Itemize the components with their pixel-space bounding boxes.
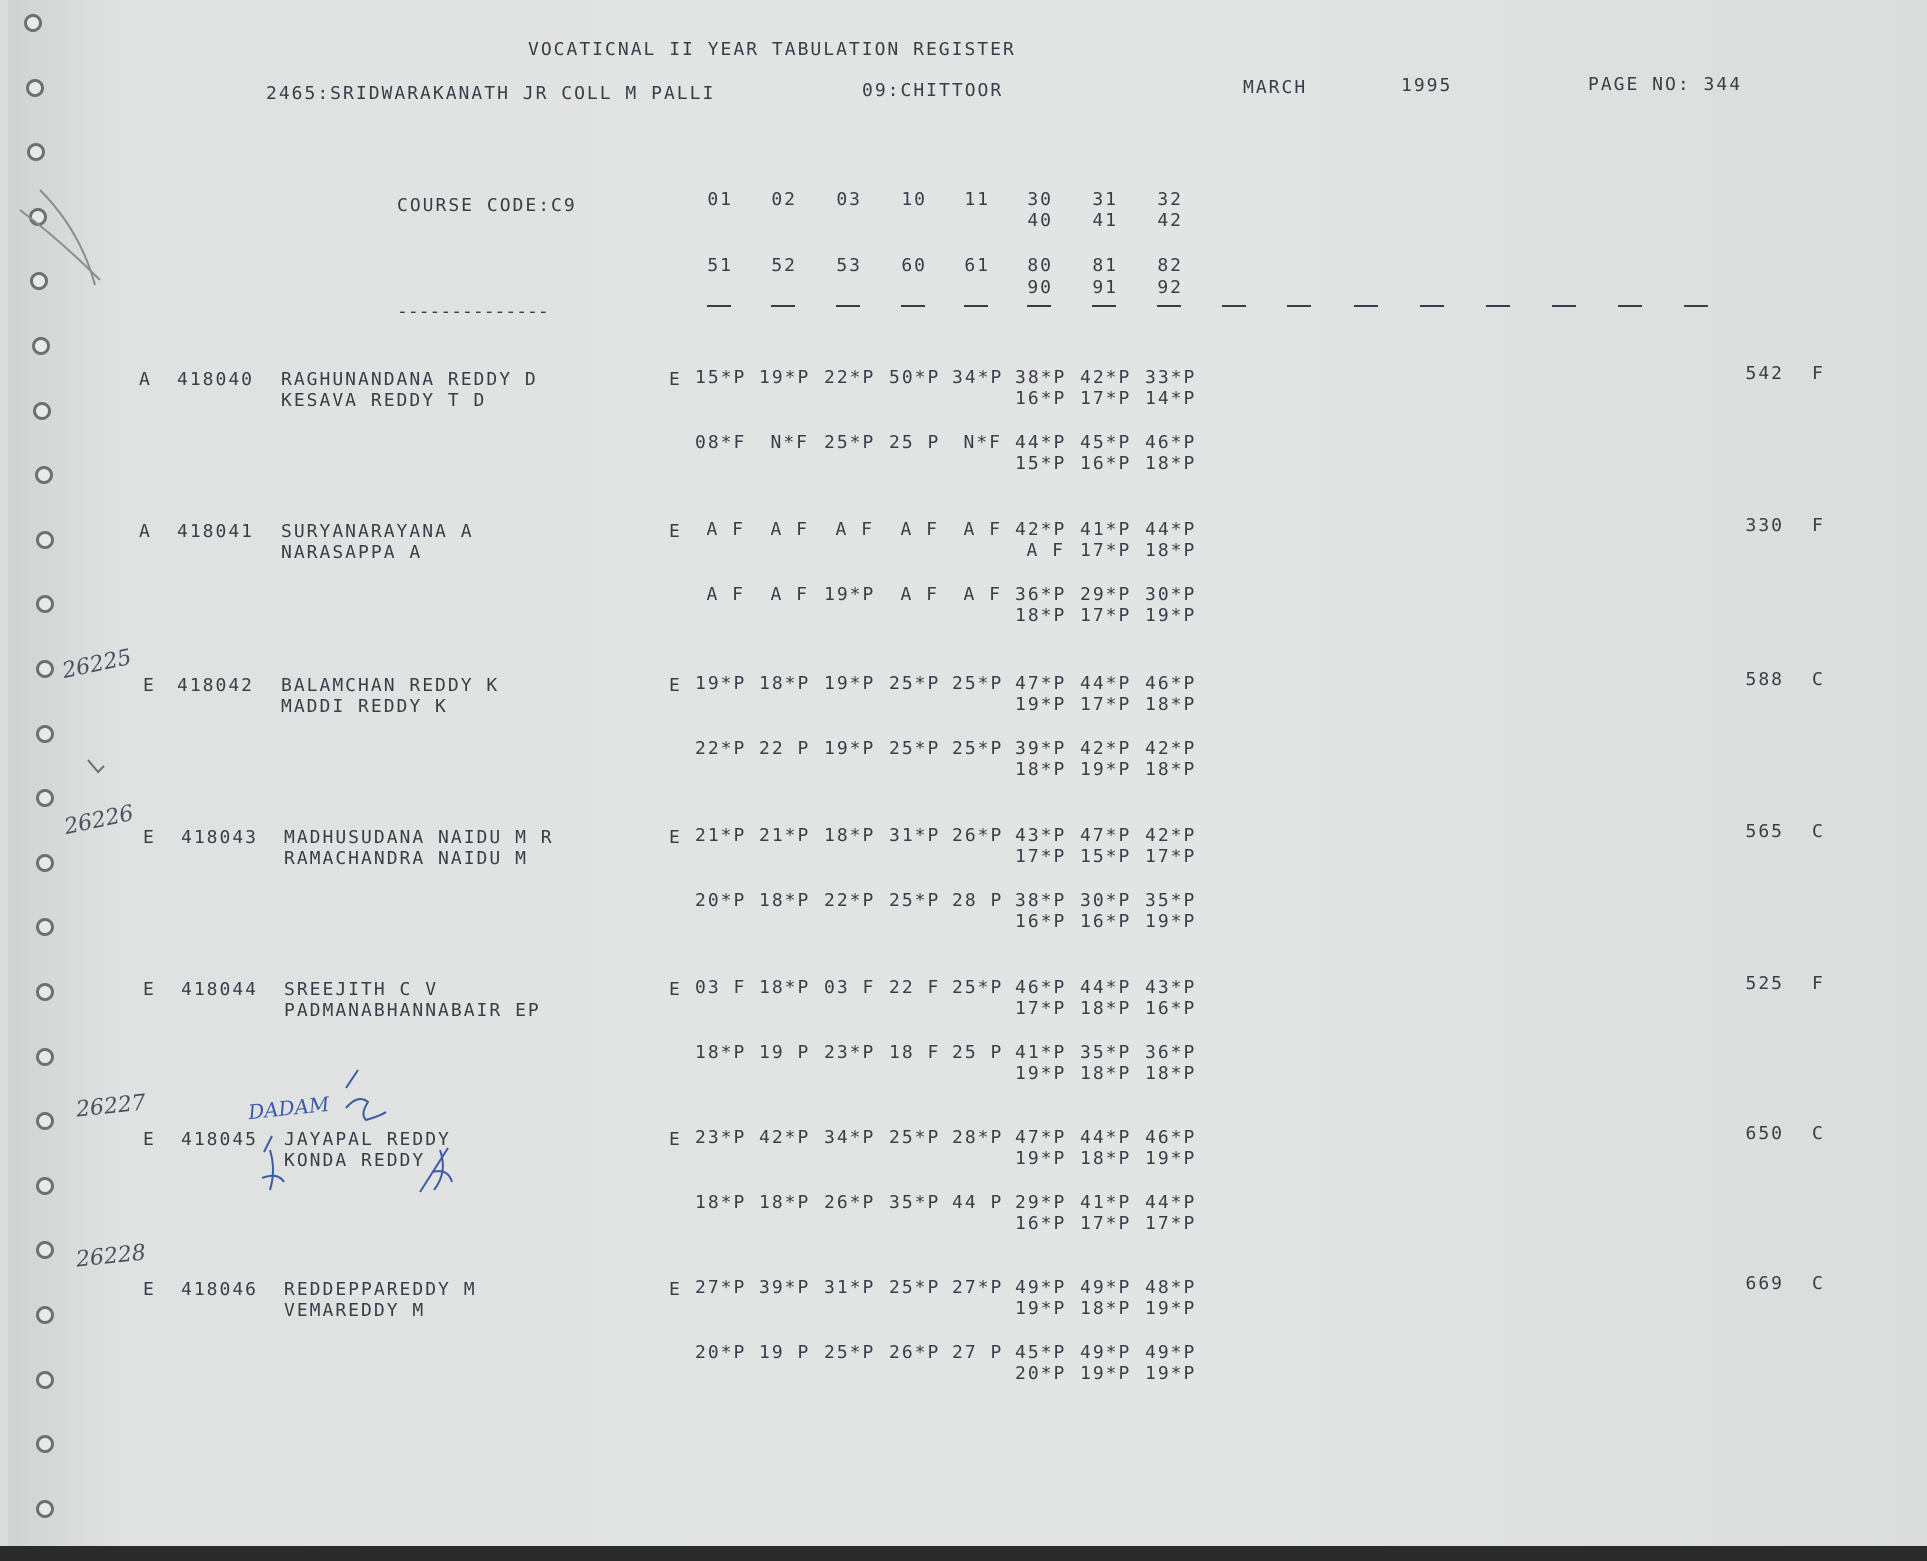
mark-cell: 44*P — [1145, 519, 1197, 540]
medium-code: E — [669, 675, 682, 696]
mark-cell: 17*P — [1015, 998, 1067, 1019]
mark-cell: 18*P — [1080, 1063, 1132, 1084]
mark-cell: 34*P — [952, 367, 1004, 388]
total-marks: 525 — [1745, 973, 1784, 994]
mark-cell: A F — [963, 519, 1002, 540]
mark-cell: N*F — [770, 432, 809, 453]
subject-code: 92 — [1157, 277, 1183, 298]
mark-cell: 17*P — [1080, 540, 1132, 561]
student-name: JAYAPAL REDDY — [284, 1129, 451, 1150]
mark-cell: 18*P — [1145, 759, 1197, 780]
mark-cell: 42*P — [1145, 738, 1197, 759]
father-name: RAMACHANDRA NAIDU M — [284, 848, 528, 869]
column-dash — [1618, 305, 1642, 307]
column-dash — [1684, 305, 1708, 307]
mark-cell: 36*P — [1015, 584, 1067, 605]
mark-cell: 22 P — [759, 738, 811, 759]
mark-cell: 19*P — [1145, 1363, 1197, 1384]
mark-cell: 25*P — [824, 432, 876, 453]
mark-cell: 18*P — [759, 673, 811, 694]
mark-cell: 19*P — [1015, 1298, 1067, 1319]
register-title: VOCATICNAL II YEAR TABULATION REGISTER — [528, 39, 1016, 60]
subject-code: 60 — [901, 255, 927, 276]
handwritten-number: 26225 — [60, 644, 134, 685]
mark-cell: 18 F — [889, 1042, 941, 1063]
page-number: PAGE NO: 344 — [1588, 74, 1743, 95]
mark-cell: 25*P — [952, 738, 1004, 759]
total-marks: 542 — [1745, 363, 1784, 384]
subject-code: 51 — [707, 255, 733, 276]
subject-code: 81 — [1092, 255, 1118, 276]
mark-cell: 35*P — [1145, 890, 1197, 911]
mark-cell: 46*P — [1145, 432, 1197, 453]
mark-cell: 18*P — [1080, 998, 1132, 1019]
mark-cell: 42*P — [1145, 825, 1197, 846]
mark-cell: 18*P — [1080, 1298, 1132, 1319]
mark-cell: 30*P — [1145, 584, 1197, 605]
mark-cell: A F — [706, 584, 745, 605]
mark-cell: 25 P — [952, 1042, 1004, 1063]
mark-cell: 18*P — [824, 825, 876, 846]
category-code: A — [139, 369, 152, 390]
column-dash — [1420, 305, 1444, 307]
mark-cell: 22*P — [695, 738, 747, 759]
mark-cell: N*F — [963, 432, 1002, 453]
subject-code: 01 — [707, 189, 733, 210]
mark-cell: 16*P — [1015, 911, 1067, 932]
roll-number: 418041 — [177, 521, 255, 542]
mark-cell: 19*P — [824, 673, 876, 694]
mark-cell: 33*P — [1145, 367, 1197, 388]
mark-cell: 31*P — [889, 825, 941, 846]
mark-cell: A F — [835, 519, 874, 540]
student-name: REDDEPPAREDDY M — [284, 1279, 477, 1300]
subject-code: 40 — [1027, 210, 1053, 231]
roll-number: 418046 — [181, 1279, 259, 1300]
mark-cell: 27*P — [952, 1277, 1004, 1298]
result-code: F — [1812, 515, 1825, 536]
subject-code: 53 — [836, 255, 862, 276]
mark-cell: 49*P — [1080, 1342, 1132, 1363]
column-dash — [1354, 305, 1378, 307]
binder-hole — [24, 14, 42, 32]
mark-cell: 19 P — [759, 1042, 811, 1063]
binder-hole — [32, 337, 50, 355]
column-dash — [771, 305, 795, 307]
mark-cell: 03 F — [695, 977, 747, 998]
binder-hole — [36, 1177, 54, 1195]
mark-cell: 45*P — [1080, 432, 1132, 453]
roll-number: 418045 — [181, 1129, 259, 1150]
mark-cell: 41*P — [1015, 1042, 1067, 1063]
mark-cell: 47*P — [1015, 673, 1067, 694]
mark-cell: 44*P — [1080, 673, 1132, 694]
roll-number: 418042 — [177, 675, 255, 696]
binder-hole — [36, 1306, 54, 1324]
mark-cell: 18*P — [1080, 1148, 1132, 1169]
mark-cell: 44 P — [952, 1192, 1004, 1213]
mark-cell: 19*P — [759, 367, 811, 388]
mark-cell: 18*P — [1145, 540, 1197, 561]
mark-cell: 18*P — [1015, 759, 1067, 780]
mark-cell: 14*P — [1145, 388, 1197, 409]
mark-cell: 47*P — [1015, 1127, 1067, 1148]
mark-cell: 28 P — [952, 890, 1004, 911]
subject-code: 80 — [1027, 255, 1053, 276]
mark-cell: 44*P — [1080, 1127, 1132, 1148]
column-dash — [1027, 305, 1051, 307]
result-code: C — [1812, 1123, 1825, 1144]
mark-cell: 18*P — [759, 890, 811, 911]
mark-cell: 18*P — [1015, 605, 1067, 626]
mark-cell: 47*P — [1080, 825, 1132, 846]
mark-cell: 39*P — [1015, 738, 1067, 759]
subject-code: 11 — [964, 189, 990, 210]
mark-cell: 19*P — [695, 673, 747, 694]
total-marks: 565 — [1745, 821, 1784, 842]
mark-cell: 17*P — [1080, 388, 1132, 409]
exam-year: 1995 — [1401, 75, 1453, 96]
mark-cell: 17*P — [1080, 605, 1132, 626]
mark-cell: 42*P — [759, 1127, 811, 1148]
handwritten-number: 26226 — [62, 800, 136, 841]
mark-cell: 46*P — [1015, 977, 1067, 998]
binder-hole — [33, 402, 51, 420]
mark-cell: 46*P — [1145, 673, 1197, 694]
course-separator: -------------- — [397, 301, 549, 322]
mark-cell: A F — [706, 519, 745, 540]
mark-cell: 22*P — [824, 367, 876, 388]
mark-cell: 22 F — [889, 977, 941, 998]
subject-code: 91 — [1092, 277, 1118, 298]
mark-cell: 25*P — [952, 977, 1004, 998]
mark-cell: 29*P — [1015, 1192, 1067, 1213]
subject-code: 52 — [771, 255, 797, 276]
mark-cell: 15*P — [695, 367, 747, 388]
student-name: MADHUSUDANA NAIDU M R — [284, 827, 554, 848]
mark-cell: 26*P — [889, 1342, 941, 1363]
medium-code: E — [669, 827, 682, 848]
mark-cell: 49*P — [1015, 1277, 1067, 1298]
mark-cell: 18*P — [1145, 694, 1197, 715]
mark-cell: 44*P — [1080, 977, 1132, 998]
mark-cell: 23*P — [824, 1042, 876, 1063]
mark-cell: 21*P — [695, 825, 747, 846]
mark-cell: 19*P — [824, 738, 876, 759]
mark-cell: 18*P — [1145, 1063, 1197, 1084]
mark-cell: 16*P — [1080, 911, 1132, 932]
subject-code: 30 — [1027, 189, 1053, 210]
mark-cell: 20*P — [695, 1342, 747, 1363]
category-code: E — [143, 1129, 156, 1150]
result-code: C — [1812, 821, 1825, 842]
binder-hole — [36, 983, 54, 1001]
mark-cell: 19 P — [759, 1342, 811, 1363]
mark-cell: 19*P — [1080, 759, 1132, 780]
mark-cell: 29*P — [1080, 584, 1132, 605]
mark-cell: 35*P — [1080, 1042, 1132, 1063]
subject-code: 90 — [1027, 277, 1053, 298]
binder-hole — [29, 208, 47, 226]
subject-code: 61 — [964, 255, 990, 276]
mark-cell: 19*P — [1015, 1063, 1067, 1084]
mark-cell: 17*P — [1015, 846, 1067, 867]
category-code: E — [143, 1279, 156, 1300]
category-code: E — [143, 675, 156, 696]
binder-hole — [36, 854, 54, 872]
binder-hole — [35, 466, 53, 484]
mark-cell: 34*P — [824, 1127, 876, 1148]
column-dash — [1552, 305, 1576, 307]
mark-cell: 28*P — [952, 1127, 1004, 1148]
student-name: BALAMCHAN REDDY K — [281, 675, 500, 696]
student-name: SREEJITH C V — [284, 979, 439, 1000]
binder-hole — [36, 1371, 54, 1389]
binder-hole — [36, 725, 54, 743]
mark-cell: 27*P — [695, 1277, 747, 1298]
mark-cell: 18*P — [1145, 453, 1197, 474]
column-dash — [901, 305, 925, 307]
mark-cell: 03 F — [824, 977, 876, 998]
mark-cell: 45*P — [1015, 1342, 1067, 1363]
medium-code: E — [669, 369, 682, 390]
mark-cell: 27 P — [952, 1342, 1004, 1363]
subject-code: 82 — [1157, 255, 1183, 276]
binder-hole — [36, 1048, 54, 1066]
mark-cell: 19*P — [1145, 605, 1197, 626]
mark-cell: 17*P — [1080, 694, 1132, 715]
mark-cell: 25 P — [889, 432, 941, 453]
subject-code: 31 — [1092, 189, 1118, 210]
father-name: MADDI REDDY K — [281, 696, 448, 717]
father-name: VEMAREDDY M — [284, 1300, 426, 1321]
father-name: KONDA REDDY — [284, 1150, 426, 1171]
result-code: C — [1812, 1273, 1825, 1294]
medium-code: E — [669, 1129, 682, 1150]
mark-cell: 20*P — [695, 890, 747, 911]
mark-cell: 19*P — [1145, 1148, 1197, 1169]
page-edge — [0, 1546, 1927, 1561]
mark-cell: 20*P — [1015, 1363, 1067, 1384]
mark-cell: 38*P — [1015, 367, 1067, 388]
mark-cell: A F — [963, 584, 1002, 605]
column-dash — [1092, 305, 1116, 307]
column-dash — [1157, 305, 1181, 307]
mark-cell: 25*P — [889, 890, 941, 911]
mark-cell: 18*P — [759, 1192, 811, 1213]
mark-cell: 18*P — [695, 1042, 747, 1063]
total-marks: 669 — [1745, 1273, 1784, 1294]
mark-cell: 16*P — [1015, 388, 1067, 409]
roll-number: 418040 — [177, 369, 255, 390]
mark-cell: 25*P — [889, 1277, 941, 1298]
mark-cell: 26*P — [824, 1192, 876, 1213]
mark-cell: 43*P — [1015, 825, 1067, 846]
category-code: A — [139, 521, 152, 542]
mark-cell: 46*P — [1145, 1127, 1197, 1148]
mark-cell: 22*P — [824, 890, 876, 911]
mark-cell: 39*P — [759, 1277, 811, 1298]
column-dash — [1222, 305, 1246, 307]
mark-cell: 17*P — [1145, 846, 1197, 867]
mark-cell: 38*P — [1015, 890, 1067, 911]
category-code: E — [143, 827, 156, 848]
mark-cell: 44*P — [1145, 1192, 1197, 1213]
result-code: F — [1812, 973, 1825, 994]
mark-cell: A F — [770, 519, 809, 540]
subject-code: 03 — [836, 189, 862, 210]
roll-number: 418044 — [181, 979, 259, 1000]
mark-cell: 25*P — [889, 738, 941, 759]
mark-cell: 18*P — [695, 1192, 747, 1213]
subject-code: 02 — [771, 189, 797, 210]
mark-cell: 16*P — [1145, 998, 1197, 1019]
mark-cell: 41*P — [1080, 519, 1132, 540]
mark-cell: 36*P — [1145, 1042, 1197, 1063]
column-dash — [707, 305, 731, 307]
mark-cell: 18*P — [759, 977, 811, 998]
mark-cell: A F — [900, 584, 939, 605]
binder-hole — [36, 1500, 54, 1518]
subject-code: 10 — [901, 189, 927, 210]
exam-month: MARCH — [1243, 77, 1308, 98]
result-code: C — [1812, 669, 1825, 690]
column-dash — [836, 305, 860, 307]
mark-cell: 42*P — [1015, 519, 1067, 540]
handwritten-note: DADAM — [246, 1091, 331, 1125]
mark-cell: 25*P — [889, 673, 941, 694]
mark-cell: 25*P — [889, 1127, 941, 1148]
mark-cell: A F — [1026, 540, 1065, 561]
column-dash — [1287, 305, 1311, 307]
binder-hole — [26, 79, 44, 97]
mark-cell: 44*P — [1015, 432, 1067, 453]
student-name: RAGHUNANDANA REDDY D — [281, 369, 538, 390]
mark-cell: 19*P — [1145, 911, 1197, 932]
column-dash — [964, 305, 988, 307]
district-name: 09:CHITTOOR — [862, 80, 1004, 101]
mark-cell: 15*P — [1015, 453, 1067, 474]
mark-cell: 25*P — [824, 1342, 876, 1363]
mark-cell: 19*P — [1080, 1363, 1132, 1384]
mark-cell: A F — [770, 584, 809, 605]
mark-cell: 16*P — [1080, 453, 1132, 474]
total-marks: 330 — [1745, 515, 1784, 536]
mark-cell: 35*P — [889, 1192, 941, 1213]
mark-cell: A F — [900, 519, 939, 540]
mark-cell: 19*P — [824, 584, 876, 605]
student-name: SURYANARAYANA A — [281, 521, 474, 542]
mark-cell: 50*P — [889, 367, 941, 388]
handwritten-number: 26228 — [74, 1240, 148, 1273]
mark-cell: 49*P — [1145, 1342, 1197, 1363]
mark-cell: 30*P — [1080, 890, 1132, 911]
mark-cell: 17*P — [1080, 1213, 1132, 1234]
mark-cell: 16*P — [1015, 1213, 1067, 1234]
mark-cell: 19*P — [1015, 1148, 1067, 1169]
medium-code: E — [669, 979, 682, 1000]
mark-cell: 17*P — [1145, 1213, 1197, 1234]
binder-hole — [36, 660, 54, 678]
father-name: KESAVA REDDY T D — [281, 390, 487, 411]
mark-cell: 42*P — [1080, 738, 1132, 759]
mark-cell: 48*P — [1145, 1277, 1197, 1298]
column-dash — [1486, 305, 1510, 307]
mark-cell: 49*P — [1080, 1277, 1132, 1298]
mark-cell: 25*P — [952, 673, 1004, 694]
medium-code: E — [669, 521, 682, 542]
mark-cell: 31*P — [824, 1277, 876, 1298]
subject-code: 41 — [1092, 210, 1118, 231]
mark-cell: 43*P — [1145, 977, 1197, 998]
father-name: NARASAPPA A — [281, 542, 423, 563]
mark-cell: 23*P — [695, 1127, 747, 1148]
mark-cell: 08*F — [695, 432, 747, 453]
handwritten-number: 26227 — [74, 1090, 148, 1123]
total-marks: 650 — [1745, 1123, 1784, 1144]
binder-hole — [36, 531, 54, 549]
college-name: 2465:SRIDWARAKANATH JR COLL M PALLI — [266, 83, 716, 104]
mark-cell: 42*P — [1080, 367, 1132, 388]
mark-cell: 15*P — [1080, 846, 1132, 867]
mark-cell: 26*P — [952, 825, 1004, 846]
mark-cell: 19*P — [1145, 1298, 1197, 1319]
roll-number: 418043 — [181, 827, 259, 848]
total-marks: 588 — [1745, 669, 1784, 690]
course-code: COURSE CODE:C9 — [397, 195, 577, 216]
result-code: F — [1812, 363, 1825, 384]
mark-cell: 41*P — [1080, 1192, 1132, 1213]
father-name: PADMANABHANNABAIR EP — [284, 1000, 541, 1021]
category-code: E — [143, 979, 156, 1000]
subject-code: 42 — [1157, 210, 1183, 231]
mark-cell: 19*P — [1015, 694, 1067, 715]
medium-code: E — [669, 1279, 682, 1300]
subject-code: 32 — [1157, 189, 1183, 210]
mark-cell: 21*P — [759, 825, 811, 846]
